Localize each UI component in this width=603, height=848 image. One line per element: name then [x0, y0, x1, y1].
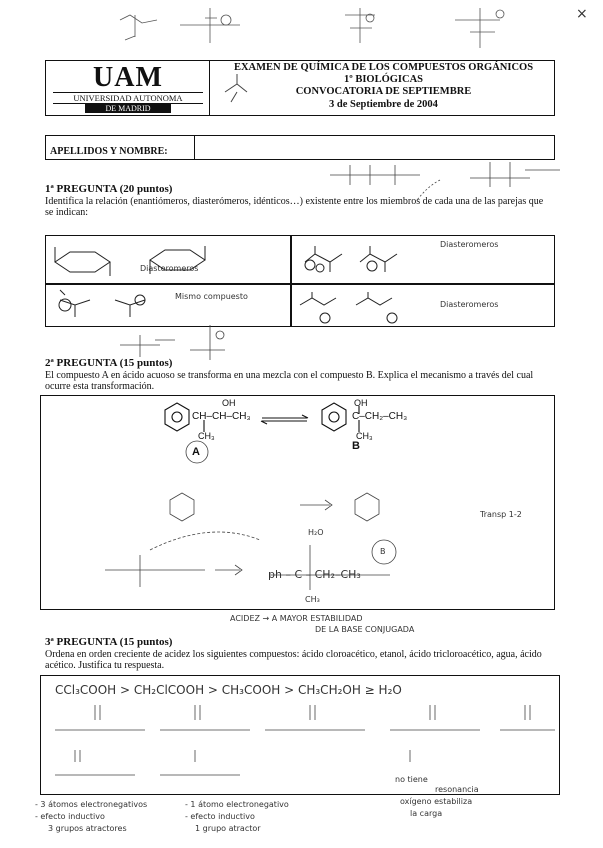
label-b: B: [352, 440, 360, 452]
exam-session: CONVOCATORIA DE SEPTIEMBRE: [295, 86, 472, 97]
q3-note-top2: DE LA BASE CONJUGADA: [315, 625, 415, 634]
university-name: UNIVERSIDAD AUTONOMA: [53, 92, 203, 104]
compound-b-oh: OH: [354, 398, 368, 408]
q1-cell3-note: Mismo compuesto: [175, 292, 248, 301]
q3-note3c: oxígeno estabiliza: [400, 797, 473, 806]
compound-a-oh: OH: [222, 398, 236, 408]
q3-note1b: - efecto inductivo: [35, 812, 105, 821]
q2-hand-ch3: CH₃: [305, 595, 320, 604]
q3-order-line: CCl₃COOH > CH₂ClCOOH > CH₃COOH > CH₃CH₂OH ≥ H₂O: [55, 683, 402, 697]
q1-cell2-note: Diasteromeros: [440, 240, 499, 249]
q1-cell4-note: Diasteromeros: [440, 300, 499, 309]
q3-note1c: 3 grupos atractores: [48, 824, 127, 833]
exam-title: EXAMEN DE QUÍMICA DE LOS COMPUESTOS ORGÁNICOS: [233, 62, 534, 73]
q3-note2: - 1 átomo electronegativo: [185, 800, 289, 809]
q3-note1: - 3 átomos electronegativos: [35, 800, 148, 809]
compound-b-ch3: CH₃: [356, 431, 373, 441]
q3-note2c: 1 grupo atractor: [195, 824, 261, 833]
close-icon[interactable]: ×: [576, 6, 588, 22]
q2-text: El compuesto A en ácido acuoso se transforma en una mezcla con el compuesto B. Explica el mecanismo a través del cual ocurre esta transformación.: [45, 370, 534, 392]
q3-note3: no tiene: [395, 775, 428, 784]
exam-subtitle: 1º BIOLÓGICAS: [343, 74, 424, 85]
q2-hand-h2o: H₂O: [308, 528, 324, 537]
q2-hand-product: ph – C – CH₂–CH₃: [268, 568, 361, 581]
q3-heading: 3ª PREGUNTA (15 puntos): [45, 636, 173, 648]
q3-note-top1: ACIDEZ → A MAYOR ESTABILIDAD: [230, 614, 363, 623]
compound-a-formula: CH–CH–CH₃: [192, 411, 251, 422]
q1-heading: 1ª PREGUNTA (20 puntos): [45, 183, 173, 195]
q3-note3b: resonancia: [435, 785, 479, 794]
name-label: APELLIDOS Y NOMBRE:: [50, 146, 168, 157]
compound-a-ch3: CH₃: [198, 431, 215, 441]
q2-heading: 2ª PREGUNTA (15 puntos): [45, 357, 173, 369]
q3-note3d: la carga: [410, 809, 443, 818]
logo-text: UAM: [93, 62, 163, 93]
university-city: DE MADRID: [85, 104, 171, 113]
q1-text: Identifica la relación (enantiómeros, diasterómeros, idénticos…) existente entre los miembros de cada una de las parejas que se indican:: [45, 196, 544, 218]
q3-text: Ordena en orden creciente de acidez los siguientes compuestos: ácido cloroacético, etanol, ácido tricloroacético, agua, ácido acético. Justifica tu respuesta.: [45, 649, 542, 671]
q2-hand-note: Transp 1-2: [480, 510, 522, 519]
q2-hand-b: B: [380, 547, 386, 556]
q3-note2b: - efecto inductivo: [185, 812, 255, 821]
compound-b-formula: C–CH₂–CH₃: [352, 411, 408, 422]
q1-cell1-note: Diasteromeros: [140, 264, 199, 273]
exam-date: 3 de Septiembre de 2004: [329, 99, 438, 110]
label-a: A: [192, 446, 200, 458]
